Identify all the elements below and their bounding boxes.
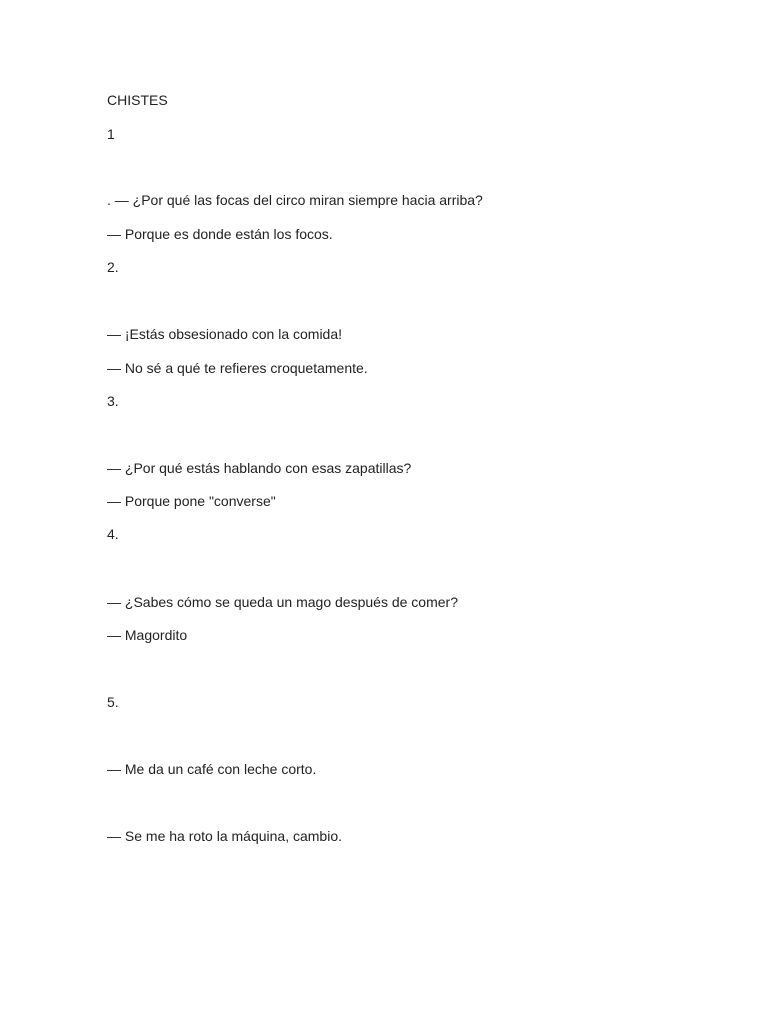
joke-line: — ¡Estás obsesionado con la comida! — [107, 326, 343, 342]
joke-number: 5. — [107, 694, 119, 710]
joke-number: 4. — [107, 526, 119, 542]
joke-line: — Porque pone "converse" — [107, 493, 276, 509]
joke-line: — ¿Sabes cómo se queda un mago después de comer? — [107, 594, 458, 610]
joke-line: — No sé a qué te refieres croquetamente. — [107, 360, 368, 376]
joke-number: 2. — [107, 259, 119, 275]
joke-line: — Magordito — [107, 627, 188, 643]
joke-line: . — ¿Por qué las focas del circo miran siempre hacia arriba? — [107, 192, 483, 208]
joke-line: — Me da un café con leche corto. — [107, 761, 317, 777]
joke-line: — Porque es donde están los focos. — [107, 226, 333, 242]
document-title: CHISTES — [107, 92, 168, 108]
joke-number: 3. — [107, 393, 119, 409]
joke-line: — Se me ha roto la máquina, cambio. — [107, 828, 343, 844]
joke-line: — ¿Por qué estás hablando con esas zapatillas? — [107, 460, 412, 476]
joke-number: 1 — [107, 126, 115, 142]
